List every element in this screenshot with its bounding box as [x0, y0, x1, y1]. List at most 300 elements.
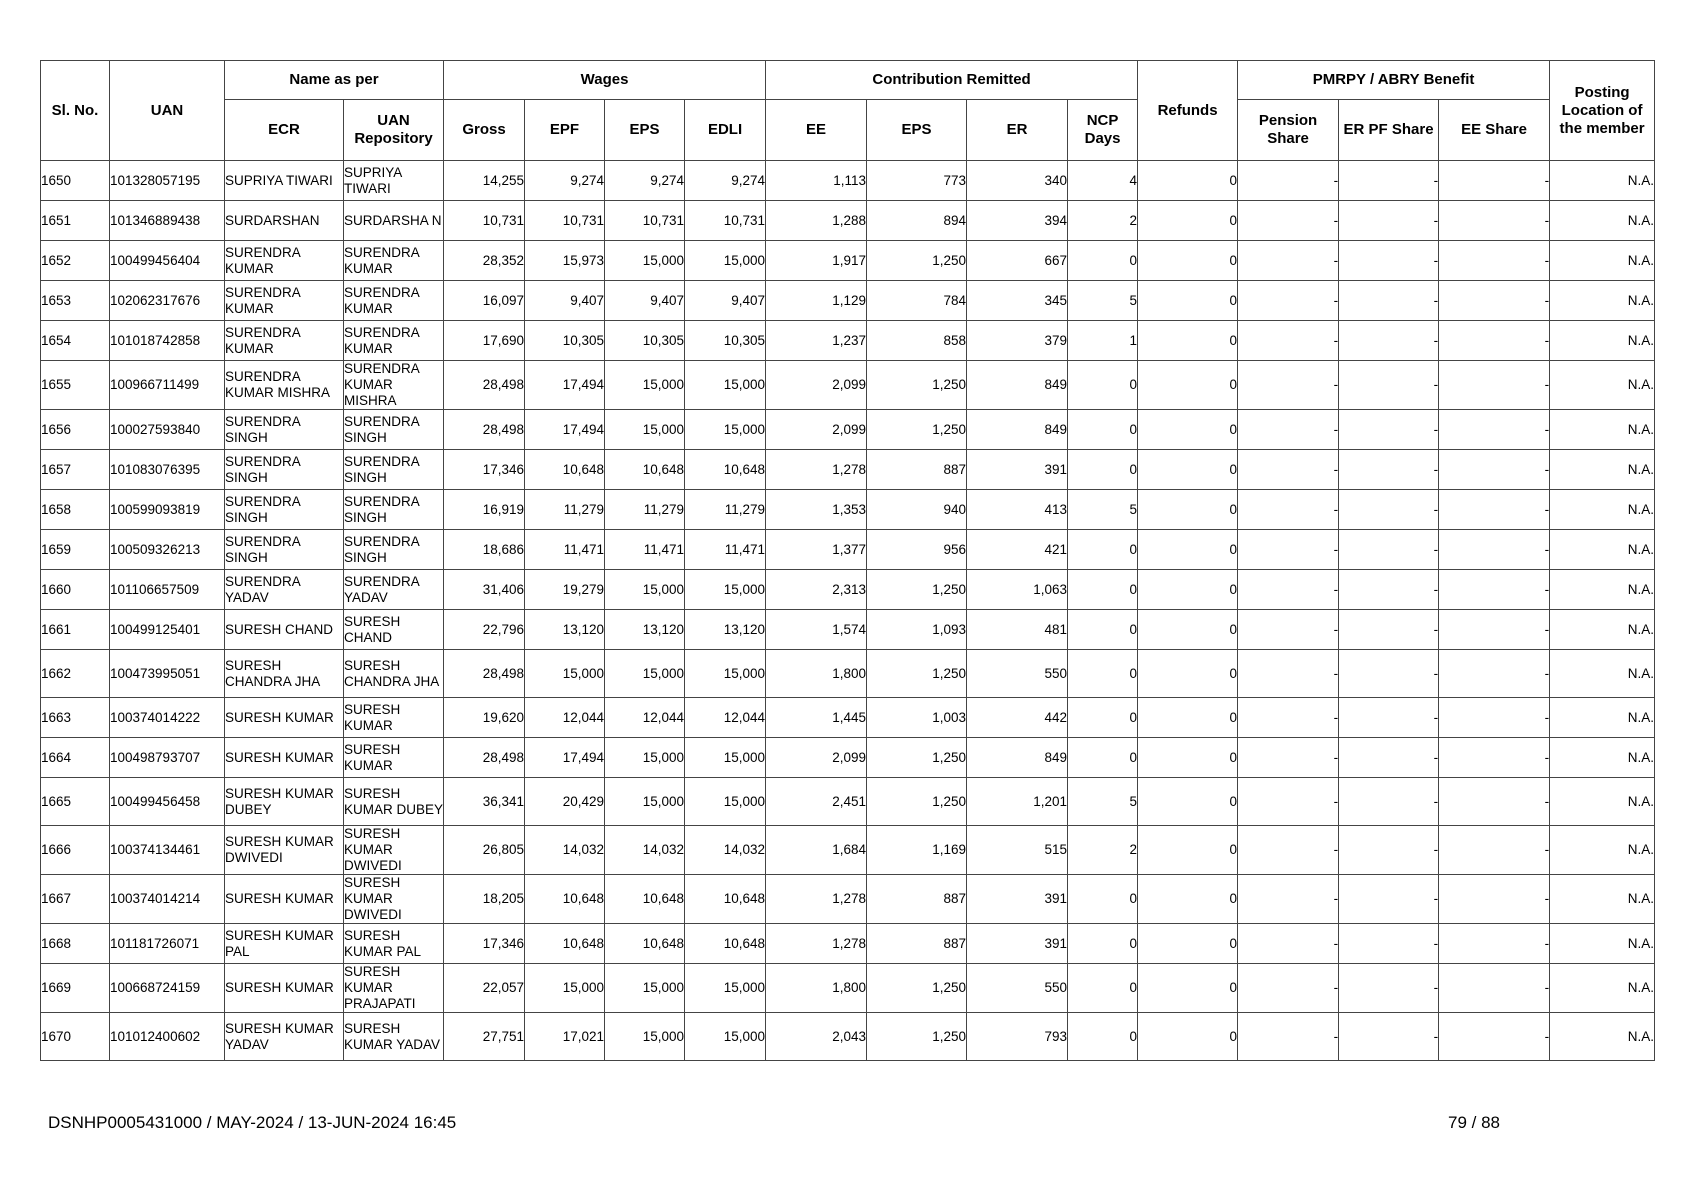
cell-uan: 100599093819: [110, 490, 225, 530]
cell-name-uan-repository: SURENDRA SINGH: [344, 530, 444, 570]
cell-pension-share: -: [1238, 570, 1339, 610]
cell-uan: 101018742858: [110, 321, 225, 361]
cell-refunds: 0: [1138, 1013, 1238, 1061]
cell-er: 379: [967, 321, 1068, 361]
cell-posting-location: N.A.: [1550, 778, 1655, 826]
cell-name-ecr: SURDARSHAN: [225, 201, 344, 241]
header-uan: UAN: [110, 61, 225, 161]
cell-name-uan-repository: SURESH KUMAR PAL: [344, 924, 444, 964]
cell-edli: 9,274: [685, 161, 766, 201]
cell-name-ecr: SUPRIYA TIWARI: [225, 161, 344, 201]
cell-er-pf-share: -: [1339, 321, 1439, 361]
cell-refunds: 0: [1138, 698, 1238, 738]
cell-pension-share: -: [1238, 826, 1339, 875]
cell-er: 550: [967, 964, 1068, 1013]
cell-epf: 9,274: [525, 161, 605, 201]
cell-ee: 1,684: [766, 826, 867, 875]
cell-posting-location: N.A.: [1550, 490, 1655, 530]
cell-edli: 15,000: [685, 650, 766, 698]
cell-er: 394: [967, 201, 1068, 241]
cell-refunds: 0: [1138, 570, 1238, 610]
cell-er-pf-share: -: [1339, 875, 1439, 924]
cell-gross: 10,731: [444, 201, 525, 241]
header-refunds: Refunds: [1138, 61, 1238, 161]
table-row: [41, 490, 1655, 530]
header-epf: EPF: [525, 100, 605, 161]
cell-er: 1,063: [967, 570, 1068, 610]
cell-ee: 2,099: [766, 410, 867, 450]
cell-ee: 2,313: [766, 570, 867, 610]
cell-epf: 13,120: [525, 610, 605, 650]
cell-sl-no: 1655: [41, 361, 110, 410]
cell-edli: 11,279: [685, 490, 766, 530]
cell-refunds: 0: [1138, 490, 1238, 530]
cell-eps-contribution: 1,003: [867, 698, 967, 738]
cell-epf: 17,494: [525, 410, 605, 450]
cell-eps: 15,000: [605, 650, 685, 698]
cell-er-pf-share: -: [1339, 698, 1439, 738]
cell-eps: 9,407: [605, 281, 685, 321]
cell-eps-contribution: 773: [867, 161, 967, 201]
cell-posting-location: N.A.: [1550, 201, 1655, 241]
cell-epf: 17,494: [525, 738, 605, 778]
header-er-pf-share: ER PF Share: [1339, 100, 1439, 161]
header-eps-contribution: EPS: [867, 100, 967, 161]
cell-pension-share: -: [1238, 450, 1339, 490]
cell-ee-share: -: [1439, 321, 1550, 361]
cell-posting-location: N.A.: [1550, 875, 1655, 924]
cell-ee-share: -: [1439, 361, 1550, 410]
cell-epf: 15,000: [525, 964, 605, 1013]
cell-eps: 13,120: [605, 610, 685, 650]
cell-uan: 100027593840: [110, 410, 225, 450]
cell-posting-location: N.A.: [1550, 610, 1655, 650]
cell-gross: 19,620: [444, 698, 525, 738]
header-ncp-days: NCP Days: [1068, 100, 1138, 161]
cell-sl-no: 1656: [41, 410, 110, 450]
cell-posting-location: N.A.: [1550, 650, 1655, 698]
cell-ee-share: -: [1439, 698, 1550, 738]
cell-uan: 102062317676: [110, 281, 225, 321]
cell-er-pf-share: -: [1339, 410, 1439, 450]
cell-gross: 26,805: [444, 826, 525, 875]
cell-name-ecr: SURESH KUMAR PAL: [225, 924, 344, 964]
cell-eps-contribution: 894: [867, 201, 967, 241]
cell-sl-no: 1669: [41, 964, 110, 1013]
cell-ee-share: -: [1439, 281, 1550, 321]
cell-ee-share: -: [1439, 410, 1550, 450]
cell-ee: 1,278: [766, 875, 867, 924]
cell-eps: 14,032: [605, 826, 685, 875]
cell-gross: 28,498: [444, 410, 525, 450]
cell-ee: 2,451: [766, 778, 867, 826]
cell-er: 849: [967, 410, 1068, 450]
table-row: [41, 738, 1655, 778]
cell-er-pf-share: -: [1339, 924, 1439, 964]
cell-posting-location: N.A.: [1550, 530, 1655, 570]
cell-pension-share: -: [1238, 1013, 1339, 1061]
cell-eps: 15,000: [605, 241, 685, 281]
cell-eps-contribution: 1,250: [867, 241, 967, 281]
cell-er: 340: [967, 161, 1068, 201]
cell-eps-contribution: 1,250: [867, 650, 967, 698]
cell-uan: 100374014222: [110, 698, 225, 738]
cell-sl-no: 1661: [41, 610, 110, 650]
cell-refunds: 0: [1138, 964, 1238, 1013]
cell-name-uan-repository: SURENDRA SINGH: [344, 450, 444, 490]
cell-name-uan-repository: SURENDRA SINGH: [344, 410, 444, 450]
cell-posting-location: N.A.: [1550, 698, 1655, 738]
cell-eps: 10,648: [605, 875, 685, 924]
cell-er-pf-share: -: [1339, 1013, 1439, 1061]
cell-uan: 100668724159: [110, 964, 225, 1013]
cell-er-pf-share: -: [1339, 650, 1439, 698]
header-contribution-remitted: Contribution Remitted: [766, 61, 1138, 100]
cell-ncp-days: 0: [1068, 698, 1138, 738]
cell-er-pf-share: -: [1339, 161, 1439, 201]
cell-ee-share: -: [1439, 490, 1550, 530]
cell-sl-no: 1654: [41, 321, 110, 361]
cell-ee-share: -: [1439, 964, 1550, 1013]
cell-sl-no: 1664: [41, 738, 110, 778]
cell-eps: 10,648: [605, 450, 685, 490]
table-row: [41, 778, 1655, 826]
cell-posting-location: N.A.: [1550, 361, 1655, 410]
cell-eps: 10,731: [605, 201, 685, 241]
table-row: [41, 361, 1655, 410]
cell-epf: 20,429: [525, 778, 605, 826]
cell-uan: 101012400602: [110, 1013, 225, 1061]
cell-uan: 101106657509: [110, 570, 225, 610]
cell-er: 515: [967, 826, 1068, 875]
cell-ee: 2,099: [766, 361, 867, 410]
cell-posting-location: N.A.: [1550, 964, 1655, 1013]
cell-uan: 100966711499: [110, 361, 225, 410]
cell-name-uan-repository: SUPRIYA TIWARI: [344, 161, 444, 201]
cell-pension-share: -: [1238, 778, 1339, 826]
table-row: [41, 875, 1655, 924]
cell-epf: 17,494: [525, 361, 605, 410]
cell-edli: 11,471: [685, 530, 766, 570]
cell-name-uan-repository: SURESH KUMAR DWIVEDI: [344, 826, 444, 875]
cell-er: 481: [967, 610, 1068, 650]
cell-edli: 10,648: [685, 924, 766, 964]
header-ee: EE: [766, 100, 867, 161]
cell-posting-location: N.A.: [1550, 924, 1655, 964]
cell-ncp-days: 0: [1068, 530, 1138, 570]
cell-gross: 28,498: [444, 361, 525, 410]
cell-epf: 15,973: [525, 241, 605, 281]
document-reference: DSNHP0005431000 / MAY-2024 / 13-JUN-2024 16:45: [48, 1113, 457, 1132]
cell-sl-no: 1650: [41, 161, 110, 201]
cell-gross: 28,498: [444, 738, 525, 778]
cell-ee: 1,353: [766, 490, 867, 530]
cell-gross: 18,686: [444, 530, 525, 570]
cell-name-ecr: SURESH CHANDRA JHA: [225, 650, 344, 698]
cell-er: 345: [967, 281, 1068, 321]
cell-edli: 15,000: [685, 241, 766, 281]
cell-sl-no: 1659: [41, 530, 110, 570]
cell-eps-contribution: 1,250: [867, 410, 967, 450]
cell-ee-share: -: [1439, 450, 1550, 490]
cell-pension-share: -: [1238, 410, 1339, 450]
cell-name-ecr: SURENDRA YADAV: [225, 570, 344, 610]
cell-eps: 12,044: [605, 698, 685, 738]
cell-eps-contribution: 887: [867, 450, 967, 490]
cell-epf: 11,471: [525, 530, 605, 570]
cell-pension-share: -: [1238, 490, 1339, 530]
cell-uan: 100473995051: [110, 650, 225, 698]
cell-er-pf-share: -: [1339, 201, 1439, 241]
cell-posting-location: N.A.: [1550, 321, 1655, 361]
table-row: [41, 450, 1655, 490]
cell-name-ecr: SURENDRA KUMAR MISHRA: [225, 361, 344, 410]
cell-name-ecr: SURESH KUMAR: [225, 875, 344, 924]
ecr-table: [40, 60, 1655, 1061]
cell-er-pf-share: -: [1339, 490, 1439, 530]
cell-ee-share: -: [1439, 924, 1550, 964]
header-posting-location: Posting Location of the member: [1550, 61, 1655, 161]
cell-er-pf-share: -: [1339, 361, 1439, 410]
cell-ee: 1,237: [766, 321, 867, 361]
cell-posting-location: N.A.: [1550, 826, 1655, 875]
cell-er: 391: [967, 450, 1068, 490]
cell-name-uan-repository: SURENDRA SINGH: [344, 490, 444, 530]
cell-gross: 16,919: [444, 490, 525, 530]
cell-gross: 14,255: [444, 161, 525, 201]
cell-ee: 2,043: [766, 1013, 867, 1061]
cell-er: 1,201: [967, 778, 1068, 826]
cell-name-uan-repository: SURESH KUMAR PRAJAPATI: [344, 964, 444, 1013]
table-row: [41, 570, 1655, 610]
table-row: [41, 241, 1655, 281]
cell-posting-location: N.A.: [1550, 161, 1655, 201]
cell-ee: 1,278: [766, 450, 867, 490]
table-header: [41, 61, 1655, 161]
cell-name-ecr: SURESH KUMAR: [225, 698, 344, 738]
cell-er: 442: [967, 698, 1068, 738]
cell-epf: 11,279: [525, 490, 605, 530]
cell-name-ecr: SURENDRA SINGH: [225, 490, 344, 530]
cell-sl-no: 1662: [41, 650, 110, 698]
cell-epf: 12,044: [525, 698, 605, 738]
cell-ee: 1,288: [766, 201, 867, 241]
cell-epf: 17,021: [525, 1013, 605, 1061]
cell-epf: 15,000: [525, 650, 605, 698]
cell-edli: 15,000: [685, 964, 766, 1013]
cell-er-pf-share: -: [1339, 450, 1439, 490]
table-row: [41, 281, 1655, 321]
cell-ncp-days: 2: [1068, 826, 1138, 875]
cell-ee: 1,917: [766, 241, 867, 281]
cell-name-uan-repository: SURESH KUMAR: [344, 738, 444, 778]
cell-edli: 15,000: [685, 738, 766, 778]
cell-edli: 10,731: [685, 201, 766, 241]
cell-pension-share: -: [1238, 201, 1339, 241]
cell-posting-location: N.A.: [1550, 241, 1655, 281]
cell-pension-share: -: [1238, 241, 1339, 281]
cell-refunds: 0: [1138, 361, 1238, 410]
cell-er-pf-share: -: [1339, 964, 1439, 1013]
cell-ee: 1,800: [766, 650, 867, 698]
cell-eps: 15,000: [605, 738, 685, 778]
cell-refunds: 0: [1138, 321, 1238, 361]
cell-pension-share: -: [1238, 650, 1339, 698]
cell-name-ecr: SURENDRA SINGH: [225, 410, 344, 450]
header-eps: EPS: [605, 100, 685, 161]
cell-er: 421: [967, 530, 1068, 570]
cell-posting-location: N.A.: [1550, 738, 1655, 778]
cell-name-uan-repository: SURDARSHA N: [344, 201, 444, 241]
cell-epf: 10,648: [525, 450, 605, 490]
cell-epf: 10,731: [525, 201, 605, 241]
cell-ee-share: -: [1439, 1013, 1550, 1061]
cell-ncp-days: 0: [1068, 738, 1138, 778]
cell-ncp-days: 0: [1068, 610, 1138, 650]
cell-eps-contribution: 1,250: [867, 964, 967, 1013]
cell-name-uan-repository: SURESH KUMAR YADAV: [344, 1013, 444, 1061]
cell-name-ecr: SURESH KUMAR DUBEY: [225, 778, 344, 826]
cell-pension-share: -: [1238, 361, 1339, 410]
header-wages: Wages: [444, 61, 766, 100]
cell-epf: 19,279: [525, 570, 605, 610]
cell-refunds: 0: [1138, 610, 1238, 650]
cell-pension-share: -: [1238, 924, 1339, 964]
cell-pension-share: -: [1238, 738, 1339, 778]
cell-gross: 28,498: [444, 650, 525, 698]
cell-ncp-days: 0: [1068, 964, 1138, 1013]
cell-eps-contribution: 887: [867, 875, 967, 924]
cell-sl-no: 1668: [41, 924, 110, 964]
cell-eps-contribution: 858: [867, 321, 967, 361]
cell-ncp-days: 0: [1068, 650, 1138, 698]
cell-sl-no: 1651: [41, 201, 110, 241]
cell-edli: 15,000: [685, 778, 766, 826]
table-row: [41, 698, 1655, 738]
header-pension-share: Pension Share: [1238, 100, 1339, 161]
cell-eps-contribution: 887: [867, 924, 967, 964]
cell-eps-contribution: 1,250: [867, 570, 967, 610]
cell-er: 413: [967, 490, 1068, 530]
cell-uan: 101083076395: [110, 450, 225, 490]
cell-er-pf-share: -: [1339, 241, 1439, 281]
cell-ee: 1,278: [766, 924, 867, 964]
table-row: [41, 530, 1655, 570]
cell-name-ecr: SURENDRA KUMAR: [225, 321, 344, 361]
cell-name-uan-repository: SURESH CHAND: [344, 610, 444, 650]
cell-ee-share: -: [1439, 570, 1550, 610]
cell-gross: 18,205: [444, 875, 525, 924]
cell-refunds: 0: [1138, 924, 1238, 964]
cell-eps: 15,000: [605, 361, 685, 410]
cell-refunds: 0: [1138, 410, 1238, 450]
cell-ee-share: -: [1439, 650, 1550, 698]
cell-edli: 15,000: [685, 570, 766, 610]
cell-sl-no: 1653: [41, 281, 110, 321]
cell-edli: 10,648: [685, 875, 766, 924]
cell-gross: 36,341: [444, 778, 525, 826]
header-er: ER: [967, 100, 1068, 161]
cell-edli: 14,032: [685, 826, 766, 875]
cell-er: 391: [967, 875, 1068, 924]
table-row: [41, 924, 1655, 964]
cell-eps-contribution: 956: [867, 530, 967, 570]
cell-gross: 22,796: [444, 610, 525, 650]
cell-edli: 13,120: [685, 610, 766, 650]
cell-posting-location: N.A.: [1550, 570, 1655, 610]
cell-ncp-days: 5: [1068, 281, 1138, 321]
cell-sl-no: 1660: [41, 570, 110, 610]
cell-refunds: 0: [1138, 738, 1238, 778]
cell-pension-share: -: [1238, 964, 1339, 1013]
cell-ncp-days: 5: [1068, 490, 1138, 530]
cell-pension-share: -: [1238, 610, 1339, 650]
cell-gross: 16,097: [444, 281, 525, 321]
table-row: [41, 321, 1655, 361]
cell-epf: 10,648: [525, 875, 605, 924]
cell-gross: 17,690: [444, 321, 525, 361]
cell-eps: 15,000: [605, 778, 685, 826]
cell-ee-share: -: [1439, 201, 1550, 241]
cell-edli: 10,305: [685, 321, 766, 361]
cell-edli: 15,000: [685, 361, 766, 410]
cell-refunds: 0: [1138, 281, 1238, 321]
cell-eps-contribution: 1,093: [867, 610, 967, 650]
cell-ncp-days: 1: [1068, 321, 1138, 361]
cell-name-ecr: SURESH CHAND: [225, 610, 344, 650]
table-body: [41, 161, 1655, 1061]
cell-er: 849: [967, 361, 1068, 410]
cell-edli: 15,000: [685, 1013, 766, 1061]
cell-eps-contribution: 1,250: [867, 778, 967, 826]
table-row: [41, 826, 1655, 875]
cell-refunds: 0: [1138, 875, 1238, 924]
cell-pension-share: -: [1238, 530, 1339, 570]
cell-ncp-days: 0: [1068, 410, 1138, 450]
header-sl-no: Sl. No.: [41, 61, 110, 161]
cell-refunds: 0: [1138, 241, 1238, 281]
cell-sl-no: 1652: [41, 241, 110, 281]
cell-name-uan-repository: SURENDRA YADAV: [344, 570, 444, 610]
cell-edli: 12,044: [685, 698, 766, 738]
cell-eps: 15,000: [605, 964, 685, 1013]
cell-ee-share: -: [1439, 826, 1550, 875]
cell-pension-share: -: [1238, 698, 1339, 738]
cell-refunds: 0: [1138, 530, 1238, 570]
header-uan-repository: UAN Repository: [344, 100, 444, 161]
cell-er-pf-share: -: [1339, 826, 1439, 875]
cell-ee-share: -: [1439, 610, 1550, 650]
cell-gross: 17,346: [444, 924, 525, 964]
cell-gross: 28,352: [444, 241, 525, 281]
cell-ee: 1,800: [766, 964, 867, 1013]
cell-posting-location: N.A.: [1550, 1013, 1655, 1061]
table-row: [41, 410, 1655, 450]
cell-refunds: 0: [1138, 650, 1238, 698]
cell-edli: 9,407: [685, 281, 766, 321]
cell-ee-share: -: [1439, 530, 1550, 570]
cell-eps: 11,471: [605, 530, 685, 570]
cell-eps: 10,648: [605, 924, 685, 964]
cell-name-ecr: SURENDRA SINGH: [225, 450, 344, 490]
table-row: [41, 201, 1655, 241]
cell-name-ecr: SURENDRA KUMAR: [225, 241, 344, 281]
table-row: [41, 1013, 1655, 1061]
cell-refunds: 0: [1138, 826, 1238, 875]
cell-ncp-days: 0: [1068, 241, 1138, 281]
header-pmrpy-abry: PMRPY / ABRY Benefit: [1238, 61, 1550, 100]
cell-eps: 10,305: [605, 321, 685, 361]
